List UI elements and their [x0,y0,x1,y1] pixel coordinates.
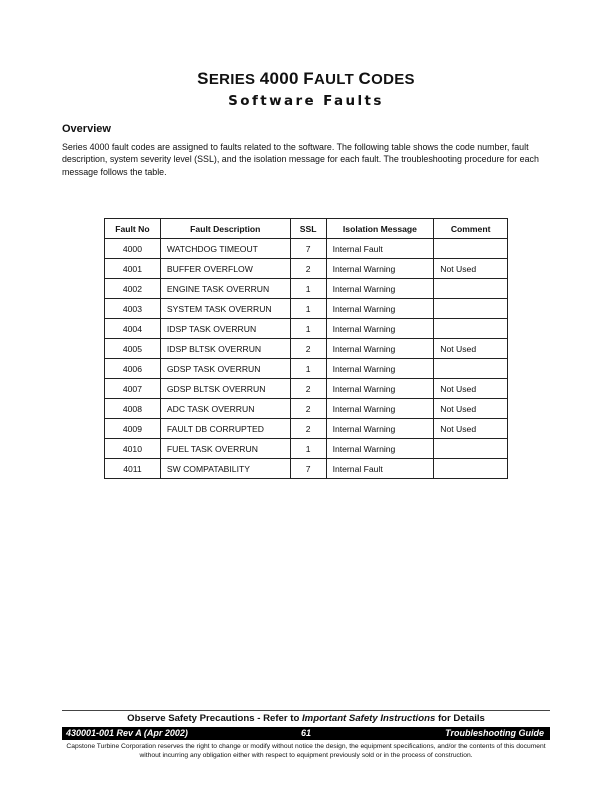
cell-comment [434,359,508,379]
cell-isolation-message: Internal Warning [326,379,434,399]
cell-fault-description: FUEL TASK OVERRUN [160,439,290,459]
header-fault-no: Fault No [105,219,161,239]
cell-ssl: 7 [290,459,326,479]
cell-comment: Not Used [434,399,508,419]
title-part: 4000 [259,69,299,88]
safety-notice [0,713,612,724]
header-ssl: SSL [290,219,326,239]
table-row [105,299,508,319]
title-part: F [303,69,314,88]
cell-ssl: 1 [290,279,326,299]
cell-fault-no: 4009 [105,419,161,439]
table-row [105,319,508,339]
safety-notice-text: Observe Safety Precautions - Refer to [127,713,303,724]
cell-isolation-message: Internal Warning [326,319,434,339]
cell-comment [434,299,508,319]
cell-isolation-message: Internal Fault [326,459,434,479]
cell-fault-description: ENGINE TASK OVERRUN [160,279,290,299]
header-comment: Comment [434,219,508,239]
cell-fault-description: BUFFER OVERFLOW [160,259,290,279]
safety-instructions-reference: Important Safety Instructions [302,713,436,724]
cell-isolation-message: Internal Warning [326,359,434,379]
table-row [105,239,508,259]
cell-isolation-message: Internal Warning [326,339,434,359]
cell-fault-description: WATCHDOG TIMEOUT [160,239,290,259]
cell-fault-no: 4003 [105,299,161,319]
table-row [105,419,508,439]
header-isolation-message: Isolation Message [326,219,434,239]
cell-ssl: 2 [290,379,326,399]
cell-ssl: 1 [290,439,326,459]
cell-fault-description: SYSTEM TASK OVERRUN [160,299,290,319]
title-part: AULT [313,71,355,88]
cell-fault-description: SW COMPATABILITY [160,459,290,479]
safety-notice-text: for Details [435,713,485,724]
legal-disclaimer: Capstone Turbine Corporation reserves the right to change or modify without notice the design, the equipment specifications, and/or the contents of this document without incurring any obligation either with respect to equipment previously sold or in the process of construction. [66,743,546,759]
cell-comment [434,239,508,259]
page-subtitle: Software Faults [228,93,384,109]
cell-ssl: 2 [290,259,326,279]
cell-fault-description: GDSP BLTSK OVERRUN [160,379,290,399]
cell-ssl: 1 [290,299,326,319]
cell-fault-description: FAULT DB CORRUPTED [160,419,290,439]
cell-fault-no: 4000 [105,239,161,259]
table-row [105,379,508,399]
cell-ssl: 7 [290,239,326,259]
table-row [105,279,508,299]
cell-isolation-message: Internal Warning [326,299,434,319]
cell-isolation-message: Internal Warning [326,399,434,419]
cell-ssl: 2 [290,419,326,439]
cell-isolation-message: Internal Warning [326,279,434,299]
cell-isolation-message: Internal Warning [326,439,434,459]
cell-fault-no: 4002 [105,279,161,299]
footer-divider [62,710,550,711]
guide-name: Troubleshooting Guide [445,728,544,738]
header-fault-description: Fault Description [160,219,290,239]
cell-comment: Not Used [434,379,508,399]
table-row [105,439,508,459]
title-part: S [197,69,209,88]
title-part: ERIES [208,71,256,88]
cell-fault-no: 4001 [105,259,161,279]
cell-fault-description: GDSP TASK OVERRUN [160,359,290,379]
cell-comment: Not Used [434,419,508,439]
cell-fault-no: 4004 [105,319,161,339]
table-body [105,239,508,479]
cell-comment: Not Used [434,259,508,279]
cell-comment [434,439,508,459]
table-header-row [105,219,508,239]
cell-fault-description: ADC TASK OVERRUN [160,399,290,419]
cell-fault-no: 4006 [105,359,161,379]
table-row [105,359,508,379]
page-title [0,69,612,89]
table-row [105,459,508,479]
cell-fault-no: 4011 [105,459,161,479]
fault-code-table [104,218,508,479]
cell-ssl: 1 [290,359,326,379]
cell-fault-description: IDSP BLTSK OVERRUN [160,339,290,359]
table-row [105,399,508,419]
cell-fault-no: 4005 [105,339,161,359]
title-part: ODES [371,71,415,88]
cell-fault-description: IDSP TASK OVERRUN [160,319,290,339]
table-row [105,259,508,279]
cell-ssl: 2 [290,339,326,359]
document-number: 430001-001 Rev A (Apr 2002) [66,728,188,738]
cell-isolation-message: Internal Fault [326,239,434,259]
table-row [105,339,508,359]
cell-fault-no: 4007 [105,379,161,399]
cell-fault-no: 4008 [105,399,161,419]
cell-ssl: 2 [290,399,326,419]
cell-isolation-message: Internal Warning [326,419,434,439]
cell-comment [434,319,508,339]
cell-ssl: 1 [290,319,326,339]
overview-paragraph: Series 4000 fault codes are assigned to faults related to the software. The following table shows the code number, fault description, system severity level (SSL), and the isolation message for each fault. The troubleshooting procedure for each message follows the table. [62,142,539,177]
title-part: C [358,69,372,88]
cell-comment: Not Used [434,339,508,359]
cell-comment [434,279,508,299]
cell-fault-no: 4010 [105,439,161,459]
overview-heading: Overview [62,123,111,135]
footer-bar [62,727,550,740]
page-number: 61 [300,728,311,738]
cell-isolation-message: Internal Warning [326,259,434,279]
cell-comment [434,459,508,479]
